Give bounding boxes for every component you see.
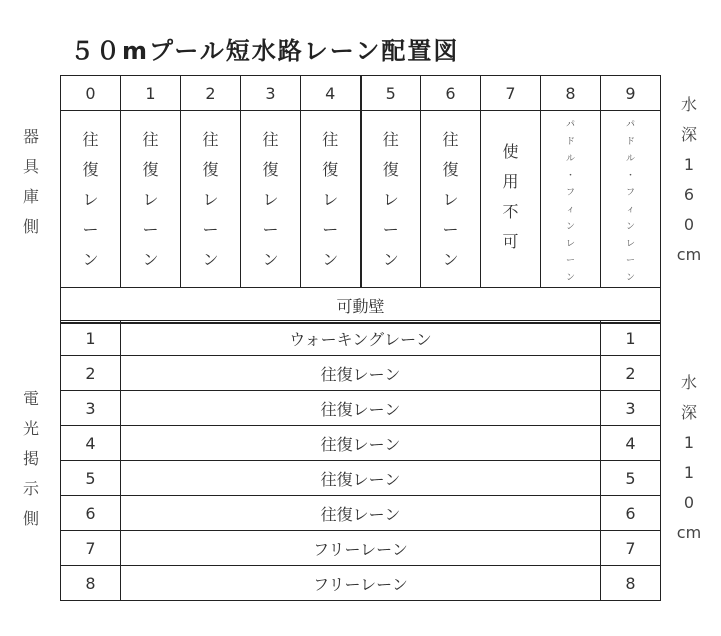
lane-number: 3 xyxy=(61,391,121,426)
lane-usage-7 xyxy=(481,111,541,288)
usage-char: 往 xyxy=(82,130,99,149)
usage-char: ン xyxy=(202,250,219,269)
usage-char: 復 xyxy=(202,160,219,179)
usage-char: ド xyxy=(625,137,635,147)
usage-char: 使 xyxy=(502,142,519,161)
depth-110-label xyxy=(676,368,702,548)
usage-char: 復 xyxy=(142,160,159,179)
lane-number: 4 xyxy=(601,426,661,461)
lane-usage-3 xyxy=(241,111,301,288)
lane-usage-5 xyxy=(361,111,421,288)
usage-char: レ xyxy=(625,239,635,249)
usage-char: ー xyxy=(202,220,219,239)
usage-char: 往 xyxy=(382,130,399,149)
lane-number: 5 xyxy=(61,461,121,496)
usage-char: 往 xyxy=(262,130,279,149)
lane-usage: 往復レーン xyxy=(121,496,601,531)
label-char: 0 xyxy=(683,493,695,512)
usage-char: 不 xyxy=(502,202,519,221)
usage-char: ン xyxy=(565,273,575,283)
table-row xyxy=(61,531,661,566)
lane-number: 7 xyxy=(601,531,661,566)
depth-160-label xyxy=(676,90,702,270)
lane-usage: フリーレーン xyxy=(121,566,601,601)
usage-char: ー xyxy=(565,256,575,266)
lane-usage-6 xyxy=(421,111,481,288)
lane-number: 8 xyxy=(601,566,661,601)
usage-char: 往 xyxy=(322,130,339,149)
lane-number: 6 xyxy=(61,496,121,531)
usage-char: レ xyxy=(442,190,459,209)
label-char: 掲 xyxy=(22,449,39,468)
scoreboard-side-label xyxy=(20,384,42,534)
usage-char: 復 xyxy=(442,160,459,179)
lane-usage: 往復レーン xyxy=(121,356,601,391)
usage-char: 往 xyxy=(142,130,159,149)
label-char: 側 xyxy=(22,509,39,528)
label-char: 庫 xyxy=(22,187,39,206)
label-char: 深 xyxy=(680,125,697,144)
movable-wall: 可動壁 xyxy=(61,288,661,324)
usage-char: フ xyxy=(625,188,635,198)
label-char: 電 xyxy=(22,389,39,408)
table-row xyxy=(61,426,661,461)
lane-number: 6 xyxy=(601,496,661,531)
label-char: cm xyxy=(676,245,702,264)
lane-number: 3 xyxy=(601,391,661,426)
usage-char: ン xyxy=(442,250,459,269)
usage-char: パ xyxy=(625,120,635,130)
lane-number-6: 6 xyxy=(421,76,481,111)
usage-char: ド xyxy=(565,137,575,147)
usage-char: ル xyxy=(625,154,635,164)
usage-char: ン xyxy=(262,250,279,269)
label-char: 具 xyxy=(22,157,39,176)
usage-char: ・ xyxy=(625,171,635,181)
label-char: 光 xyxy=(22,419,39,438)
lane-number: 2 xyxy=(61,356,121,391)
usage-char: ン xyxy=(142,250,159,269)
lane-number: 7 xyxy=(61,531,121,566)
lane-usage: 往復レーン xyxy=(121,426,601,461)
label-char: 6 xyxy=(683,185,695,204)
lane-number: 4 xyxy=(61,426,121,461)
usage-char: ー xyxy=(322,220,339,239)
lane-number: 8 xyxy=(61,566,121,601)
usage-char: レ xyxy=(565,239,575,249)
usage-char: ー xyxy=(442,220,459,239)
usage-char: レ xyxy=(382,190,399,209)
usage-char: ン xyxy=(565,222,575,232)
usage-char: 復 xyxy=(82,160,99,179)
label-char: 水 xyxy=(680,373,697,392)
label-char: cm xyxy=(676,523,702,542)
usage-char: ン xyxy=(382,250,399,269)
usage-char: ン xyxy=(625,273,635,283)
lane-number: 2 xyxy=(601,356,661,391)
usage-char: ー xyxy=(262,220,279,239)
label-char: 1 xyxy=(683,433,695,452)
lane-number-2: 2 xyxy=(181,76,241,111)
lane-number-3: 3 xyxy=(241,76,301,111)
label-char: 深 xyxy=(680,403,697,422)
lane-number-9: 9 xyxy=(601,76,661,111)
usage-char: ー xyxy=(82,220,99,239)
label-char: 示 xyxy=(22,479,39,498)
usage-char: ー xyxy=(625,256,635,266)
lane-number: 5 xyxy=(601,461,661,496)
lane-usage-9 xyxy=(601,111,661,288)
label-char: 水 xyxy=(680,95,697,114)
usage-char: ・ xyxy=(565,171,575,181)
lane-number-4: 4 xyxy=(301,76,361,111)
lane-usage: 往復レーン xyxy=(121,461,601,496)
usage-char: ー xyxy=(382,220,399,239)
top-lane-table xyxy=(60,75,661,324)
usage-char: 往 xyxy=(202,130,219,149)
usage-char: レ xyxy=(262,190,279,209)
lane-number-0: 0 xyxy=(61,76,121,111)
lane-number-5: 5 xyxy=(361,76,421,111)
usage-char: ン xyxy=(322,250,339,269)
label-char: 器 xyxy=(22,127,39,146)
label-char: 1 xyxy=(683,463,695,482)
usage-char: ン xyxy=(82,250,99,269)
lane-number: 1 xyxy=(61,321,121,356)
lane-usage: 往復レーン xyxy=(121,391,601,426)
lane-usage: ウォーキングレーン xyxy=(121,321,601,356)
usage-char: レ xyxy=(322,190,339,209)
equipment-side-label xyxy=(20,122,42,242)
bottom-lane-table xyxy=(60,320,661,601)
lane-number-7: 7 xyxy=(481,76,541,111)
table-row xyxy=(61,566,661,601)
usage-char: 往 xyxy=(442,130,459,149)
label-char: 0 xyxy=(683,215,695,234)
label-char: 側 xyxy=(22,217,39,236)
usage-char: ィ xyxy=(625,205,635,215)
lane-usage: フリーレーン xyxy=(121,531,601,566)
table-row xyxy=(61,391,661,426)
table-row xyxy=(61,321,661,356)
lane-number: 1 xyxy=(601,321,661,356)
label-char: 1 xyxy=(683,155,695,174)
usage-char: 復 xyxy=(382,160,399,179)
table-row xyxy=(61,496,661,531)
usage-char: 復 xyxy=(262,160,279,179)
usage-char: レ xyxy=(82,190,99,209)
usage-char: ル xyxy=(565,154,575,164)
lane-usage-1 xyxy=(121,111,181,288)
usage-char: パ xyxy=(565,120,575,130)
usage-char: フ xyxy=(565,188,575,198)
usage-char: レ xyxy=(142,190,159,209)
lane-number-1: 1 xyxy=(121,76,181,111)
page-title: ５０mプール短水路レーン配置図 xyxy=(70,37,460,65)
lane-usage-2 xyxy=(181,111,241,288)
usage-char: 可 xyxy=(502,232,519,251)
table-row xyxy=(61,356,661,391)
usage-char: ィ xyxy=(565,205,575,215)
usage-char: レ xyxy=(202,190,219,209)
lane-usage-4 xyxy=(301,111,361,288)
lane-number-8: 8 xyxy=(541,76,601,111)
table-row xyxy=(61,461,661,496)
usage-char: 用 xyxy=(502,172,519,191)
usage-char: ー xyxy=(142,220,159,239)
lane-usage-0 xyxy=(61,111,121,288)
lane-usage-8 xyxy=(541,111,601,288)
usage-char: 復 xyxy=(322,160,339,179)
usage-char: ン xyxy=(625,222,635,232)
